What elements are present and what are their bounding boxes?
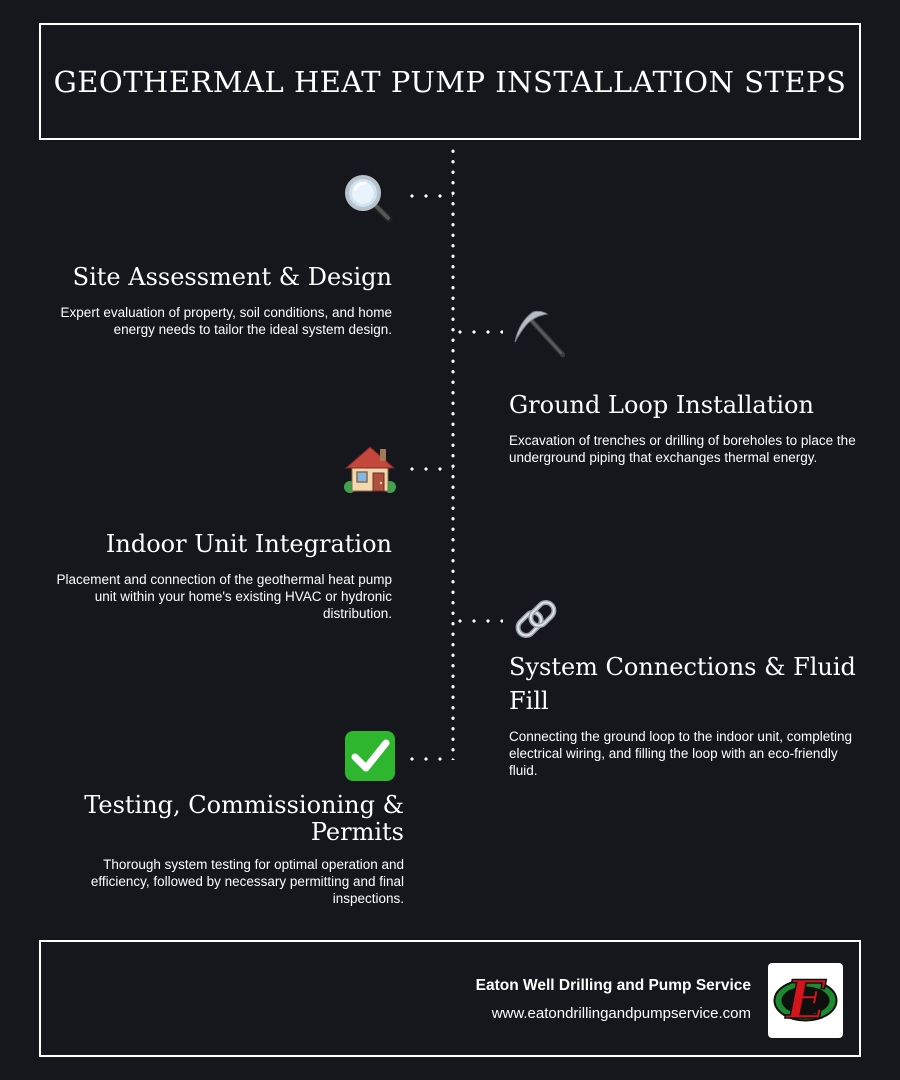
logo-letter: E <box>786 970 826 1031</box>
check-mark-icon <box>344 730 396 782</box>
step-4 <box>509 650 859 779</box>
step-1 <box>45 260 392 338</box>
connector-dots-1 <box>405 194 453 198</box>
magnifying-glass-icon <box>342 172 394 224</box>
connector-dots-2 <box>453 330 503 334</box>
company-info <box>476 975 751 1025</box>
step-1-title: Site Assessment & Design <box>72 263 392 291</box>
step-5-title: Testing, Commissioning & Permits <box>84 791 404 846</box>
step-5-description: Thorough system testing for optimal operation and efficiency, followed by necessary permitting and final inspections. <box>90 857 404 906</box>
page-title: GEOTHERMAL HEAT PUMP INSTALLATION STEPS <box>53 64 847 99</box>
step-2-description: Excavation of trenches or drilling of boreholes to place the underground piping that exchanges thermal energy. <box>509 433 856 465</box>
company-name: Eaton Well Drilling and Pump Service <box>475 977 751 994</box>
house-icon <box>344 443 396 495</box>
step-4-title: System Connections & Fluid Fill <box>509 653 856 715</box>
title-banner <box>39 23 861 140</box>
step-2-title: Ground Loop Installation <box>509 391 814 419</box>
timeline-spine <box>451 146 455 760</box>
step-4-description: Connecting the ground loop to the indoor unit, completing electrical wiring, and filling the loop with an eco-friendly fluid. <box>509 729 852 778</box>
chain-link-icon <box>510 593 562 645</box>
connector-dots-4 <box>453 619 503 623</box>
footer-banner <box>39 940 861 1057</box>
company-website[interactable]: www.eatondrillingandpumpservice.com <box>491 1005 751 1022</box>
connector-dots-5 <box>405 757 453 761</box>
step-3-description: Placement and connection of the geothermal heat pump unit within your home's existing HVAC or hydronic distribution. <box>56 572 392 621</box>
step-3-title: Indoor Unit Integration <box>105 530 392 558</box>
step-5 <box>45 792 404 907</box>
step-3 <box>45 527 392 622</box>
step-1-description: Expert evaluation of property, soil conditions, and home energy needs to tailor the ideal system design. <box>60 305 392 337</box>
connector-dots-3 <box>405 467 453 471</box>
company-logo <box>768 963 843 1038</box>
pick-icon <box>513 306 565 358</box>
step-2 <box>509 388 859 466</box>
